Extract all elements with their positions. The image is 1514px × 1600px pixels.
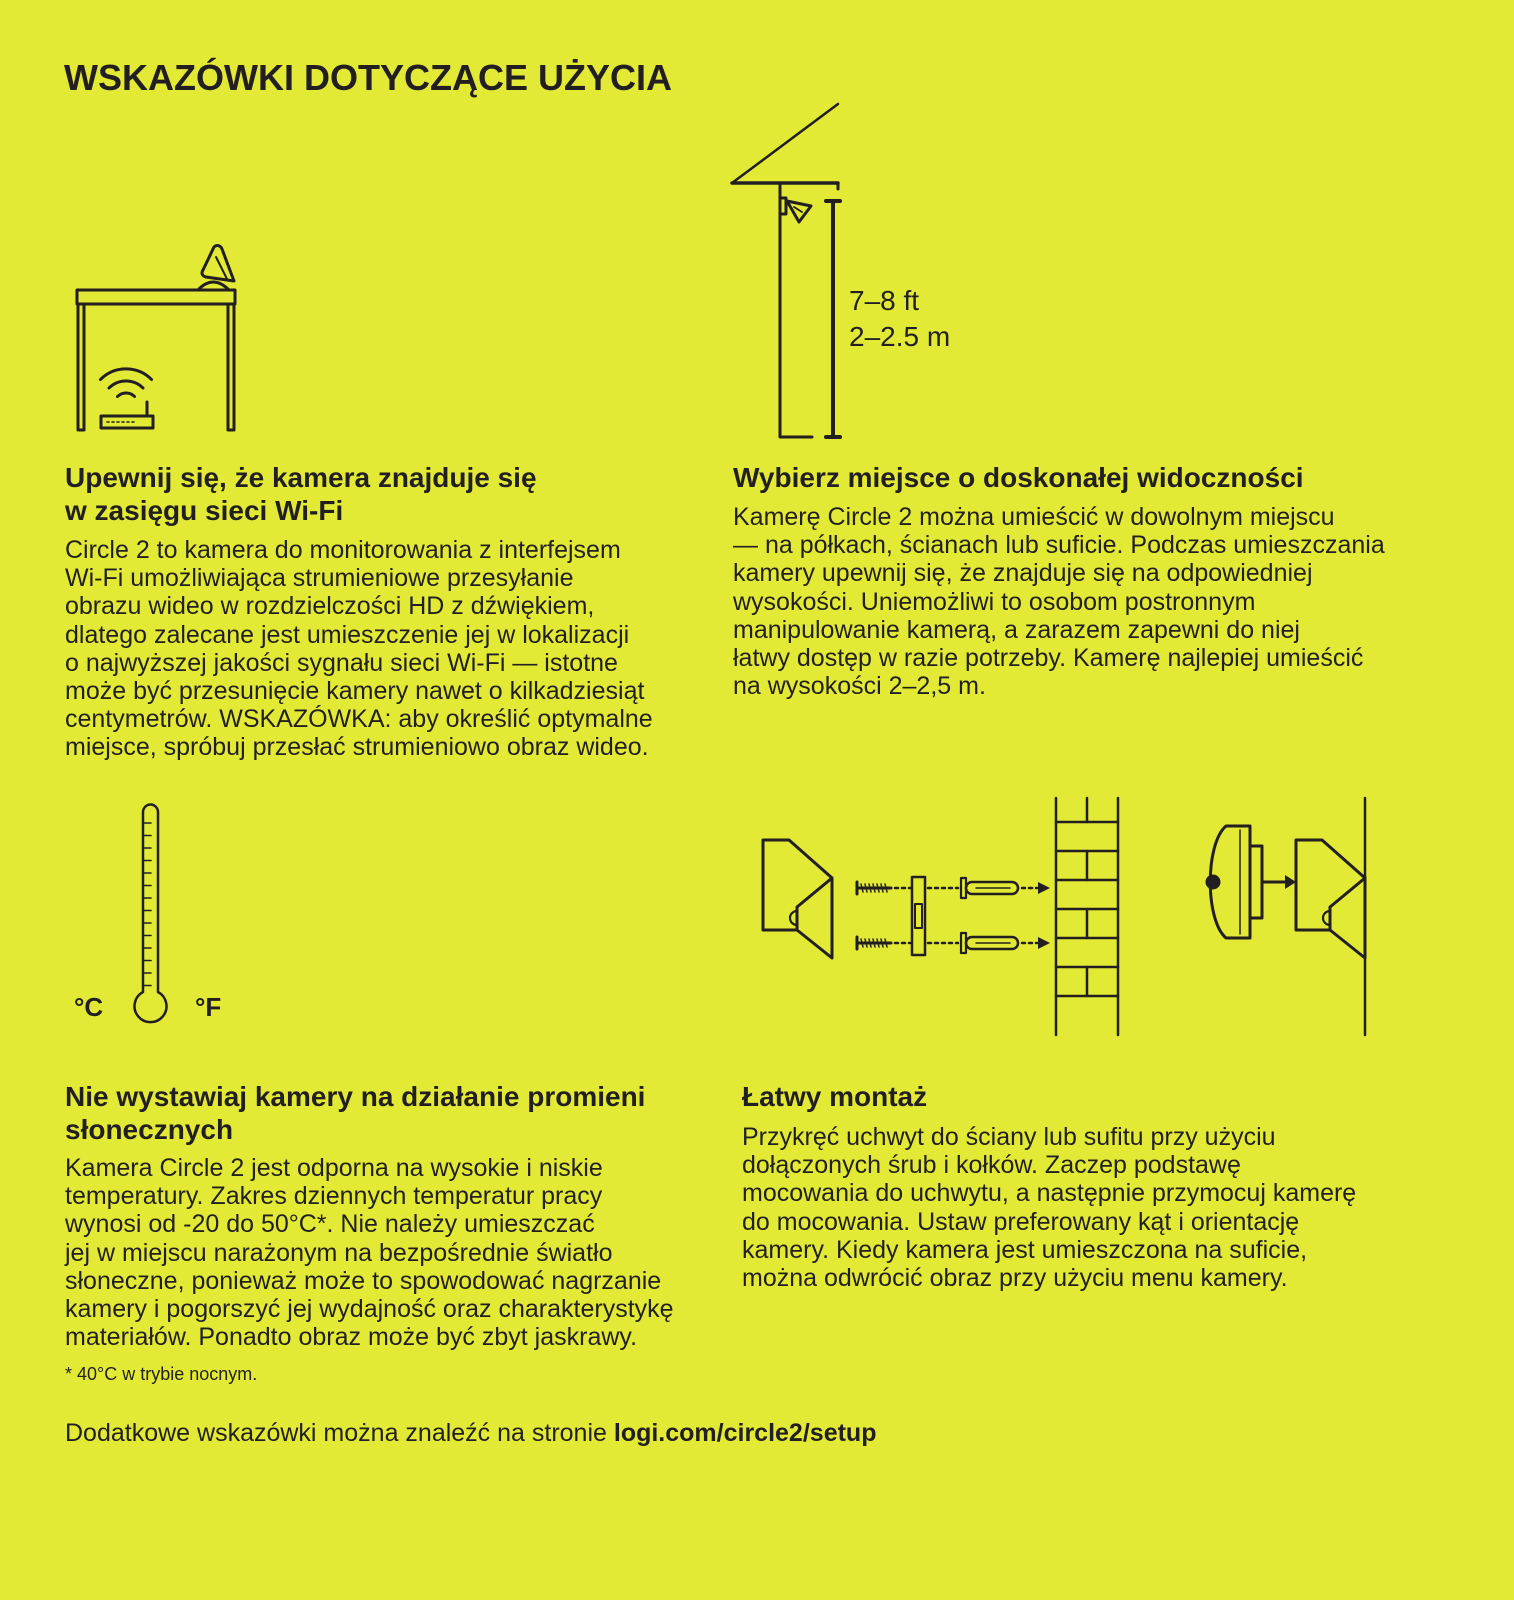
arrow-right-icon (1038, 882, 1050, 949)
wall-icon (732, 104, 838, 437)
temperature-footnote: * 40°C w trybie nocnym. (65, 1364, 258, 1384)
sunlight-section-heading: Nie wystawiaj kamery na działanie promieni słonecznych (65, 1081, 646, 1145)
celsius-label: °C (74, 992, 104, 1022)
camera-icon (1207, 826, 1262, 938)
wall-anchor-icon (961, 878, 1018, 898)
camera-mount-icon (763, 840, 832, 958)
height-range-label (849, 283, 950, 355)
visibility-section-body: Kamerę Circle 2 można umieścić w dowolnym miejscu — na półkach, ścianach lub suficie. Podczas umieszczania kamery upewnij się, że znajduje się na odpowiedniej wysokości. Uniemożliwi to osobom postronnym manipulowanie kamerą, a zarazem zapewni do niej łatwy dostęp w razie potrzeby. Kamerę najlepiej umieścić na wysokości 2–2,5 m. (733, 503, 1385, 701)
brick-wall-icon (1056, 798, 1118, 1035)
mounting-illustration (763, 798, 1365, 1035)
footer-text: Dodatkowe wskazówki można znaleźć na stronie (65, 1419, 607, 1447)
setup-link[interactable]: logi.com/circle2/setup (613, 1419, 877, 1447)
visibility-section-heading: Wybierz miejsce o doskonałej widoczności (733, 462, 1304, 493)
thermometer-icon (135, 805, 167, 1023)
mounting-plate-icon (912, 877, 925, 955)
fahrenheit-label: °F (195, 992, 222, 1022)
height-imperial: 7–8 ft (849, 285, 920, 316)
screw-icon (857, 882, 891, 894)
camera-icon (198, 246, 234, 290)
wifi-section-heading: Upewnij się, że kamera znajduje się w zasięgu sieci Wi-Fi (65, 462, 537, 526)
sunlight-section-body: Kamera Circle 2 jest odporna na wysokie i niskie temperatury. Zakres dziennych temperatur pracy wynosi od -20 do 50°C*. Nie należy umieszczać jej w miejscu narażonym na bezpośrednie światło słoneczne, ponieważ może to spowodować nagrzanie kamery i pogorszyć jej wydajność oraz charakterystykę materiałów. Ponadto obraz może być zbyt jaskrawy. (65, 1154, 674, 1352)
wall-height-illustration (732, 104, 840, 437)
height-metric: 2–2.5 m (849, 321, 951, 352)
mounting-section-heading: Łatwy montaż (742, 1081, 928, 1112)
page-title: WSKAZÓWKI DOTYCZĄCE UŻYCIA (64, 57, 672, 98)
desk-illustration (77, 246, 235, 430)
arrow-right-icon (1263, 875, 1296, 889)
wifi-section-body: Circle 2 to kamera do monitorowania z interfejsem Wi-Fi umożliwiająca strumieniowe przesyłanie obrazu wideo w rozdzielczości HD z dźwiękiem, dlatego zalecane jest umieszczenie jej w lokalizacji o najwyższej jakości sygnału sieci Wi-Fi — istotne może być przesunięcie kamery nawet o kilkadziesiąt centymetrów. WSKAZÓWKA: aby określić optymalne miejsce, spróbuj przesłać strumieniowo obraz wideo. (65, 536, 653, 762)
mounting-section-body: Przykręć uchwyt do ściany lub sufitu przy użyciu dołączonych śrub i kołków. Zaczep podstawę mocowania do uchwytu, a następnie przymocuj kamerę do mocowania. Ustaw preferowany kąt i orientację kamery. Kiedy kamera jest umieszczona na suficie, można odwrócić obraz przy użyciu menu kamery. (742, 1123, 1357, 1293)
footer (65, 1419, 876, 1447)
desk-icon (77, 290, 235, 430)
wifi-icon (101, 369, 152, 397)
screw-icon (857, 937, 891, 949)
height-dimension-line (826, 201, 840, 437)
wall-anchor-icon (961, 933, 1018, 953)
camera-icon (781, 198, 811, 222)
camera-mount-icon (1296, 840, 1365, 958)
router-icon (101, 402, 153, 428)
